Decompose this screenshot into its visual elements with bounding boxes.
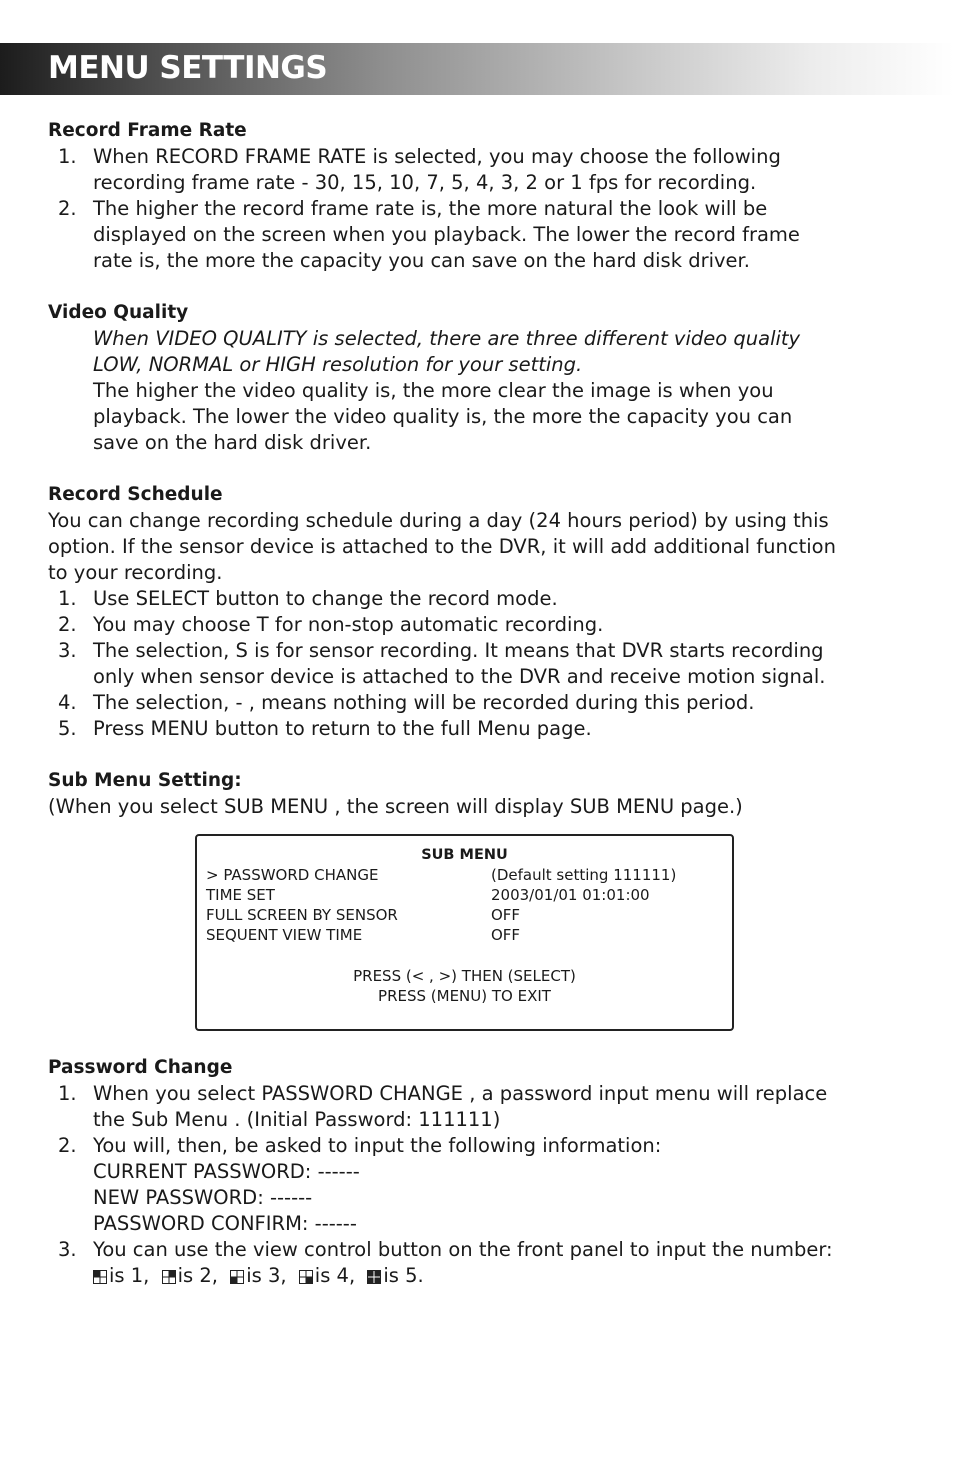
submenu-row-value: 2003/01/01 01:01:00 (491, 886, 650, 904)
list-item (48, 1133, 918, 1237)
text-line: option. If the sensor device is attached to the DVR, it will add additional function (48, 535, 836, 558)
text-line: When you select PASSWORD CHANGE , a password input menu will replace (93, 1082, 828, 1105)
submenu-row-value: OFF (491, 906, 521, 924)
text-line: (When you select SUB MENU , the screen will display SUB MENU page.) (48, 795, 743, 818)
list-item (48, 144, 918, 196)
text-line: save on the hard disk driver. (93, 431, 372, 454)
text-line: only when sensor device is attached to the DVR and receive motion signal. (93, 665, 826, 688)
submenu-screen (195, 834, 734, 1031)
submenu-row-value: OFF (491, 926, 521, 944)
list-item (48, 196, 918, 274)
submenu-row-label: SEQUENT VIEW TIME (206, 926, 363, 944)
text-line: displayed on the screen when you playback. The lower the record frame (93, 223, 800, 246)
list-number: 1. (58, 1082, 77, 1105)
quad-all-icon (367, 1270, 381, 1284)
text-line: The selection, - , means nothing will be recorded during this period. (93, 691, 755, 714)
submenu-row-label: FULL SCREEN BY SENSOR (206, 906, 398, 924)
password-change-section (48, 1055, 918, 1289)
list-item (48, 638, 918, 690)
section-heading-password-change: Password Change (48, 1057, 233, 1078)
button-legend-text: is 1, (109, 1264, 150, 1287)
list-item (48, 716, 918, 742)
text-line: rate is, the more the capacity you can save on the hard disk driver. (93, 249, 750, 272)
submenu-title: SUB MENU (421, 847, 508, 863)
list-item (48, 690, 918, 716)
button-legend-text: is 5. (383, 1264, 424, 1287)
text-line: When RECORD FRAME RATE is selected, you may choose the following (93, 145, 781, 168)
text-line: You can use the view control button on the front panel to input the number: (93, 1238, 833, 1261)
quad-top-right-icon (162, 1270, 176, 1284)
list-number: 5. (58, 717, 77, 740)
text-line: The selection, S is for sensor recording. It means that DVR starts recording (93, 639, 824, 662)
quad-top-left-icon (93, 1270, 107, 1284)
button-legend-line (93, 1263, 918, 1289)
submenu-row-label: TIME SET (206, 886, 275, 904)
list-item (48, 1237, 918, 1289)
list-number: 2. (58, 1134, 77, 1157)
button-legend-text: is 2, (177, 1264, 218, 1287)
text-line: NEW PASSWORD: ------ (93, 1186, 313, 1209)
submenu-row-value: (Default setting 111111) (491, 866, 677, 884)
text-line: PASSWORD CONFIRM: ------ (93, 1212, 357, 1235)
list-item (48, 1081, 918, 1133)
section-heading-record-frame-rate: Record Frame Rate (48, 120, 247, 141)
text-line: playback. The lower the video quality is, the more the capacity you can (93, 405, 793, 428)
section-heading-record-schedule: Record Schedule (48, 484, 223, 505)
quad-bottom-right-icon (299, 1270, 313, 1284)
list-item (48, 586, 918, 612)
header-banner (0, 43, 954, 95)
section-heading-video-quality: Video Quality (48, 302, 189, 323)
record-schedule-list (48, 586, 918, 742)
text-line: CURRENT PASSWORD: ------ (93, 1160, 360, 1183)
text-line: Use SELECT button to change the record mode. (93, 587, 558, 610)
text-line: Press MENU button to return to the full Menu page. (93, 717, 592, 740)
text-line: You may choose T for non-stop automatic recording. (93, 613, 604, 636)
text-line: When VIDEO QUALITY is selected, there are three different video quality (93, 327, 801, 350)
text-line: to your recording. (48, 561, 223, 584)
record-frame-rate-list (48, 144, 918, 274)
list-number: 4. (58, 691, 77, 714)
list-number: 3. (58, 1238, 77, 1261)
section-heading-sub-menu-setting: Sub Menu Setting: (48, 770, 242, 791)
submenu-instruction: PRESS (MENU) TO EXIT (378, 987, 551, 1005)
text-line: The higher the record frame rate is, the more natural the look will be (93, 197, 768, 220)
list-number: 1. (58, 145, 77, 168)
document-body (48, 118, 918, 820)
list-item (48, 612, 918, 638)
text-line: the Sub Menu . (Initial Password: 111111) (93, 1108, 501, 1131)
text-line: You will, then, be asked to input the following information: (93, 1134, 662, 1157)
list-number: 2. (58, 613, 77, 636)
button-legend-text: is 3, (246, 1264, 287, 1287)
submenu-instruction: PRESS (< , >) THEN (SELECT) (353, 967, 576, 985)
text-line: LOW, NORMAL or HIGH resolution for your setting. (93, 353, 583, 376)
text-line: You can change recording schedule during a day (24 hours period) by using this (48, 509, 829, 532)
text-line: The higher the video quality is, the more clear the image is when you (93, 379, 774, 402)
quad-bottom-left-icon (230, 1270, 244, 1284)
password-change-list (48, 1081, 918, 1289)
text-line: recording frame rate - 30, 15, 10, 7, 5, 4, 3, 2 or 1 fps for recording. (93, 171, 757, 194)
page-title: MENU SETTINGS (48, 50, 328, 86)
video-quality-text (48, 326, 918, 456)
list-number: 2. (58, 197, 77, 220)
list-number: 3. (58, 639, 77, 662)
submenu-row-label: > PASSWORD CHANGE (206, 866, 379, 884)
button-legend-text: is 4, (314, 1264, 356, 1287)
list-number: 1. (58, 587, 77, 610)
